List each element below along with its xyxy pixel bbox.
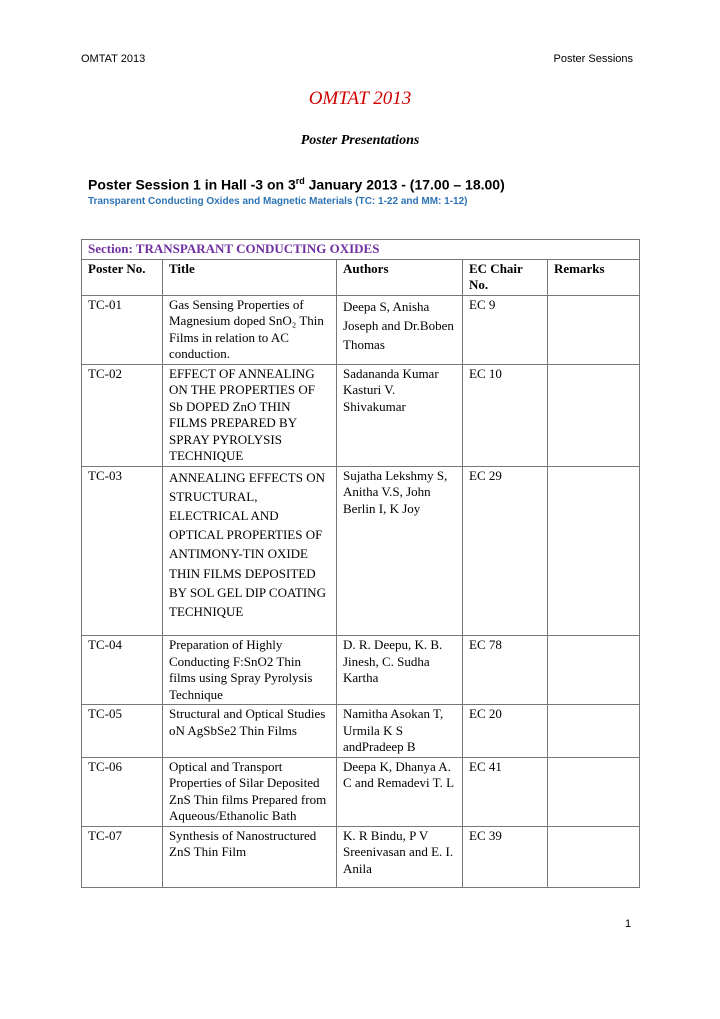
ec-chair: EC 41: [463, 757, 548, 826]
remarks: [548, 364, 640, 466]
poster-title: Optical and Transport Properties of Silar Deposited ZnS Thin films Prepared from Aqueous/Ethanolic Bath: [163, 757, 337, 826]
poster-no: TC-05: [82, 705, 163, 758]
poster-no: TC-07: [82, 826, 163, 887]
poster-no: TC-03: [82, 466, 163, 636]
poster-authors: Sadananda Kumar Kasturi V. Shivakumar: [337, 364, 463, 466]
session-subheading: Transparent Conducting Oxides and Magnetic Materials (TC: 1-22 and MM: 1-12): [88, 196, 468, 207]
remarks: [548, 295, 640, 364]
ec-chair: EC 9: [463, 295, 548, 364]
column-header: Title: [163, 259, 337, 295]
poster-authors: Sujatha Lekshmy S, Anitha V.S, John Berlin I, K Joy: [337, 466, 463, 636]
remarks: [548, 466, 640, 636]
ec-chair: EC 78: [463, 636, 548, 705]
poster-no: TC-02: [82, 364, 163, 466]
remarks: [548, 826, 640, 887]
table-row: [82, 636, 640, 705]
section-title: Section: TRANSPARANT CONDUCTING OXIDES: [82, 240, 640, 260]
table-row: [82, 295, 640, 364]
session-heading-post: January 2013 - (17.00 – 18.00): [304, 176, 505, 193]
running-header-right: Poster Sessions: [553, 53, 633, 65]
ec-chair: EC 10: [463, 364, 548, 466]
running-header-left: OMTAT 2013: [81, 53, 146, 65]
ec-chair: EC 39: [463, 826, 548, 887]
poster-authors: K. R Bindu, P V Sreenivasan and E. I. Anila: [337, 826, 463, 887]
column-header: Poster No.: [82, 259, 163, 295]
poster-no: TC-01: [82, 295, 163, 364]
poster-title: Synthesis of Nanostructured ZnS Thin Film: [163, 826, 337, 887]
table-row: [82, 757, 640, 826]
poster-title: ANNEALING EFFECTS ON STRUCTURAL, ELECTRICAL AND OPTICAL PROPERTIES OF ANTIMONY-TIN OXIDE THIN FILMS DEPOSITED BY SOL GEL DIP COATING TECHNIQUE: [163, 466, 337, 636]
poster-table: [81, 239, 640, 888]
document-subtitle: Poster Presentations: [300, 133, 420, 148]
column-header: Remarks: [548, 259, 640, 295]
session-heading-pre: Poster Session 1 in Hall -3 on 3: [88, 176, 296, 193]
session-heading-sup: rd: [295, 176, 305, 186]
table-header-row: [82, 259, 640, 295]
table-row: [82, 466, 640, 636]
ec-chair: EC 20: [463, 705, 548, 758]
poster-authors: D. R. Deepu, K. B. Jinesh, C. Sudha Kartha: [337, 636, 463, 705]
ec-chair: EC 29: [463, 466, 548, 636]
column-header: EC Chair No.: [463, 259, 548, 295]
table-row: [82, 826, 640, 887]
table-row: [82, 705, 640, 758]
document-title: OMTAT 2013: [308, 88, 412, 109]
poster-no: TC-04: [82, 636, 163, 705]
poster-title: Gas Sensing Properties of Magnesium doped SnO₂ Thin Films in relation to AC conduction.: [163, 295, 337, 364]
poster-no: TC-06: [82, 757, 163, 826]
table-row: [82, 364, 640, 466]
section-row: [82, 240, 640, 260]
poster-title: EFFECT OF ANNEALING ON THE PROPERTIES OF Sb DOPED ZnO THIN FILMS PREPARED BY SPRAY PYROLYSIS TECHNIQUE: [163, 364, 337, 466]
poster-title: Preparation of Highly Conducting F:SnO2 Thin films using Spray Pyrolysis Technique: [163, 636, 337, 705]
column-header: Authors: [337, 259, 463, 295]
poster-authors: Namitha Asokan T, Urmila K S andPradeep B: [337, 705, 463, 758]
session-heading: [88, 176, 505, 193]
poster-authors: Deepa K, Dhanya A. C and Remadevi T. L: [337, 757, 463, 826]
poster-authors: Deepa S, Anisha Joseph and Dr.Boben Thomas: [337, 295, 463, 364]
remarks: [548, 636, 640, 705]
remarks: [548, 705, 640, 758]
page-number: 1: [625, 918, 632, 930]
poster-title: Structural and Optical Studies oN AgSbSe2 Thin Films: [163, 705, 337, 758]
remarks: [548, 757, 640, 826]
